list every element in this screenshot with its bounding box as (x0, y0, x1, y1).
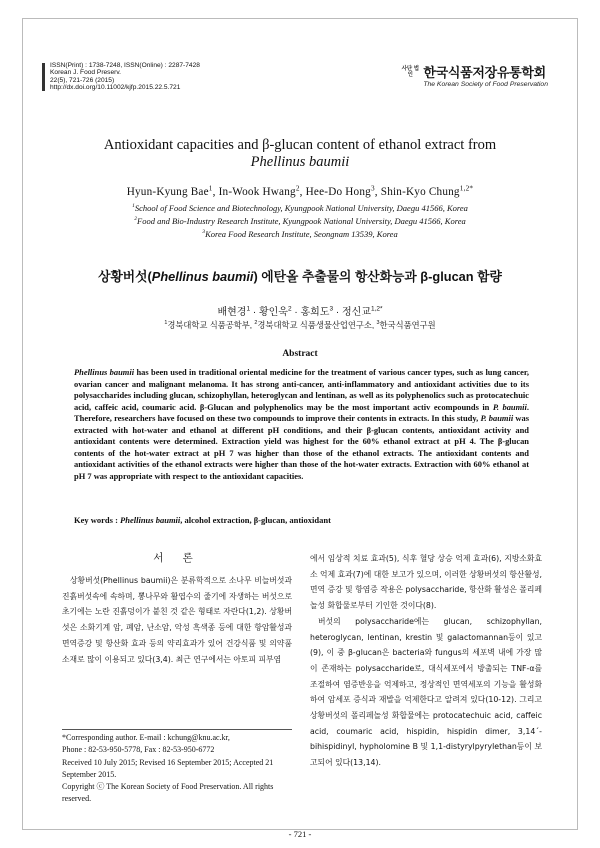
corresponding-author: *Corresponding author. E-mail : kchung@knu.ac.kr, (62, 733, 230, 742)
affiliation-text: Korea Food Research Institute, Seongnam 13539, Korea (205, 229, 398, 240)
affiliation-ko-text: 경북대학교 식품생물산업연구소, (257, 320, 377, 330)
issn: ISSN(Print) : 1738-7248, ISSN(Online) : 2287-7428 (50, 62, 200, 69)
author-list (40, 184, 560, 198)
author-ko-name: 황인욱 (258, 307, 288, 318)
affiliation (40, 201, 560, 214)
abstract-part-1: has been used in traditional oriental medicine for the treatment of various cancer types, such as lung cancer, ovarian cancer and malignant melanoma. It has strong anti-cancer, anti-inflammatory and antioxidant activities due to its polysaccharides including glucan, schizophyllan, heteroglycan and lentinan, as well as its polyphenolics such as protocatechuic acid, caffeic acid, coumaric acid. β-Glucan and polyphenolics may be the most important activ ecompounds in (74, 367, 529, 412)
journal-name: Korean J. Food Preserv. (50, 69, 121, 77)
title-ko-species: Phellinus baumii (151, 269, 254, 284)
abstract-part-3: was extracted with hot-water and ethanol at different pH conditions, and their β-glucan contents, antioxidant activity and antioxidant contents were determined. Extraction yield was highest for the 60% ethanol extract at pH 4. The β-glucan contents of the hot-water extract at pH 7 was higher than those of the ethanol extracts. The antioxidant contents and antioxidant activities of the ethanol extracts were higher than those of the hot-water extracts. Extraction with 60% ethanol at pH 7 was appropriate with respect to the antioxidant capacities. (74, 413, 529, 481)
author-sup: 1,2* (459, 184, 474, 192)
author-ko-sup: 1 (246, 305, 251, 313)
society-logo (401, 62, 548, 88)
author-separator: , (299, 185, 306, 198)
affiliation-ko-text: 경북대학교 식품공학부, (167, 320, 255, 330)
intro-paragraph-3: 버섯의 polysaccharide에는 glucan, schizophyllan, heteroglycan, lentinan, krestin 및 galactomannan등이 있고(9), 이 중 β-glucan은 bacteria와 fungus의 세포벽 내에 가장 많이 존재하는 polysaccharide로, 대식세포에서 방출되는 TNF-α를 조절하여 염증반응을 억제하고, 정상적인 면역세포의 기능을 활성화하여 암세포 증식과 재발을 억제한다고 알려져 있다(10-12). 그리고 상황버섯의 폴리페놀성 화합물에는 protocatechuic acid, caffeic acid, coumaric acid, hispidin, hispidin dimer, 3,14΄-bihispidinyl, hypholomine B 및 1,1-distyrylpyrylethan등이 보고되어 있다(13,14). (310, 616, 542, 768)
abstract-species-3: P. baumii (480, 413, 514, 424)
society-name-en: The Korean Society of Food Preservation (423, 81, 548, 88)
affiliation-text: School of Food Science and Biotechnology, Kyungpook National University, Daegu 41566, Korea (134, 202, 468, 213)
paper-title-ko (40, 266, 560, 285)
affiliation-sup: 3 (202, 229, 206, 236)
author-ko-name: 홍희도 (300, 307, 330, 318)
author-name: Shin-Kyo Chung (380, 185, 460, 198)
author-ko (342, 307, 383, 318)
keywords (74, 515, 529, 525)
affiliation-ko (254, 320, 376, 330)
author-ko-separator: · (291, 307, 301, 318)
section-heading-introduction: 서 론 (153, 552, 201, 564)
author-ko-sup: 2 (287, 305, 292, 313)
author-name: In-Wook Hwang (218, 185, 296, 198)
abstract-species-1: Phellinus baumii (74, 367, 135, 377)
abstract-species-2: P. baumii (492, 401, 527, 412)
body-left-column (62, 550, 292, 667)
volume: 22(5), 721-726 (2015) (50, 76, 115, 84)
author-ko-name: 배현경 (217, 307, 247, 318)
affiliation-ko (164, 320, 254, 330)
abstract-text (74, 367, 529, 482)
author-ko-sup: 3 (329, 305, 334, 313)
affiliation-sup: 2 (134, 216, 138, 223)
affiliation-ko (377, 320, 436, 330)
author-ko-sup: 1,2* (370, 305, 383, 313)
copyright: Copyright ⓒ The Korean Society of Food Preservation. All rights reserved. (62, 782, 274, 804)
affiliation (40, 227, 560, 240)
author (381, 186, 473, 198)
journal-info (50, 62, 200, 92)
author-separator: , (212, 185, 219, 198)
affiliation-ko-sup: 1 (164, 320, 168, 327)
author-ko-separator: · (250, 307, 259, 318)
title-ko-part-b: ) 에탄올 추출물의 항산화능과 β-glucan 함량 (253, 269, 502, 284)
keywords-label: Key words : (74, 515, 121, 525)
author-separator: , (374, 185, 381, 198)
author-sup: 1 (208, 184, 213, 192)
author-ko (259, 307, 301, 318)
author-sup: 3 (370, 184, 375, 192)
author-ko-name: 정신교 (341, 307, 371, 318)
affiliations (40, 201, 560, 241)
keywords-species: Phellinus baumii (120, 515, 181, 525)
body-right-column (310, 551, 542, 771)
title-line-2: Phellinus baumii (250, 154, 350, 170)
society-name-ko: 한국식품저장유통학회 (423, 65, 546, 80)
intro-paragraph-1: 상황버섯(Phellinus baumii)은 분류학적으로 소나무 비늘버섯과 진흙버섯속에 속하며, 뽕나무와 활엽수의 줄기에 자생하는 버섯으로 초기에는 노란 진흙덩이가 붙친 것 같은 형태로 자란다(1,2). 상황버섯은 소화기계 암, 폐암, 난소암, 악성 흑색종 등에 대한 항암활성과 면역증강 및 항산화 효과 등의 약리효과가 있어 건강식품 및 의약품 소재로 많이 이용되고 있다(3,4). 최근 연구에서는 아토피 피부염 (62, 576, 292, 664)
paper-title (40, 137, 560, 171)
doi-link[interactable]: http://dx.doi.org/10.11002/kjfp.2015.22.5.721 (50, 84, 181, 92)
footnote-divider (62, 729, 292, 730)
author-name: Hyun-Kyung Bae (126, 185, 209, 198)
society-logo-mark: 사단 법인 (401, 66, 420, 78)
affiliation-sup: 1 (132, 203, 135, 209)
author-sup: 2 (295, 184, 300, 192)
author (219, 186, 306, 198)
intro-paragraph-2: 에서 임상적 치료 효과(5), 식후 혈당 상승 억제 효과(6), 지방소화효소 억제 효과(7)에 대한 보고가 있으며, 이러한 상황버섯의 항산활성, 면역 증강 및 항염증 작용은 polysaccharide, 항산화 활성은 폴리페놀성 화합물로부터 기인한 것이다(8). (310, 554, 542, 611)
footnote (62, 732, 292, 806)
author-list-ko (40, 303, 560, 318)
author-ko-separator: · (333, 307, 342, 318)
affiliation (40, 214, 560, 227)
author (127, 186, 219, 198)
contact-phone: Phone : 82-53-950-5778, Fax : 82-53-950-6772 (62, 745, 215, 755)
affiliations-ko (40, 319, 560, 331)
affiliation-text: Food and Bio-Industry Research Institute, Kyungpook National University, Daegu 41566, Korea (137, 216, 466, 227)
title-line-1: Antioxidant capacities and β-glucan content of ethanol extract from (103, 137, 497, 153)
keywords-rest: , alcohol extraction, β-glucan, antioxidant (180, 515, 331, 525)
affiliation-ko-sup: 2 (254, 320, 258, 327)
author-ko (217, 307, 259, 318)
author-name: Hee-Do Hong (305, 185, 371, 198)
abstract-heading: Abstract (282, 349, 318, 359)
received-dates: Received 10 July 2015; Revised 16 September 2015; Accepted 21 September 2015. (62, 757, 274, 779)
affiliation-ko-sup: 3 (376, 320, 380, 327)
affiliation-ko-text: 한국식품연구원 (379, 320, 436, 330)
author (306, 186, 381, 198)
author-ko (300, 307, 342, 318)
page-number: - 721 - (288, 829, 312, 839)
header-bar (42, 63, 45, 91)
title-ko-part-a: 상황버섯( (98, 269, 152, 284)
abstract-part-2: . Therefore, researchers have focused on these two compounds to improve their contents in extracts. In this study, (74, 401, 529, 424)
